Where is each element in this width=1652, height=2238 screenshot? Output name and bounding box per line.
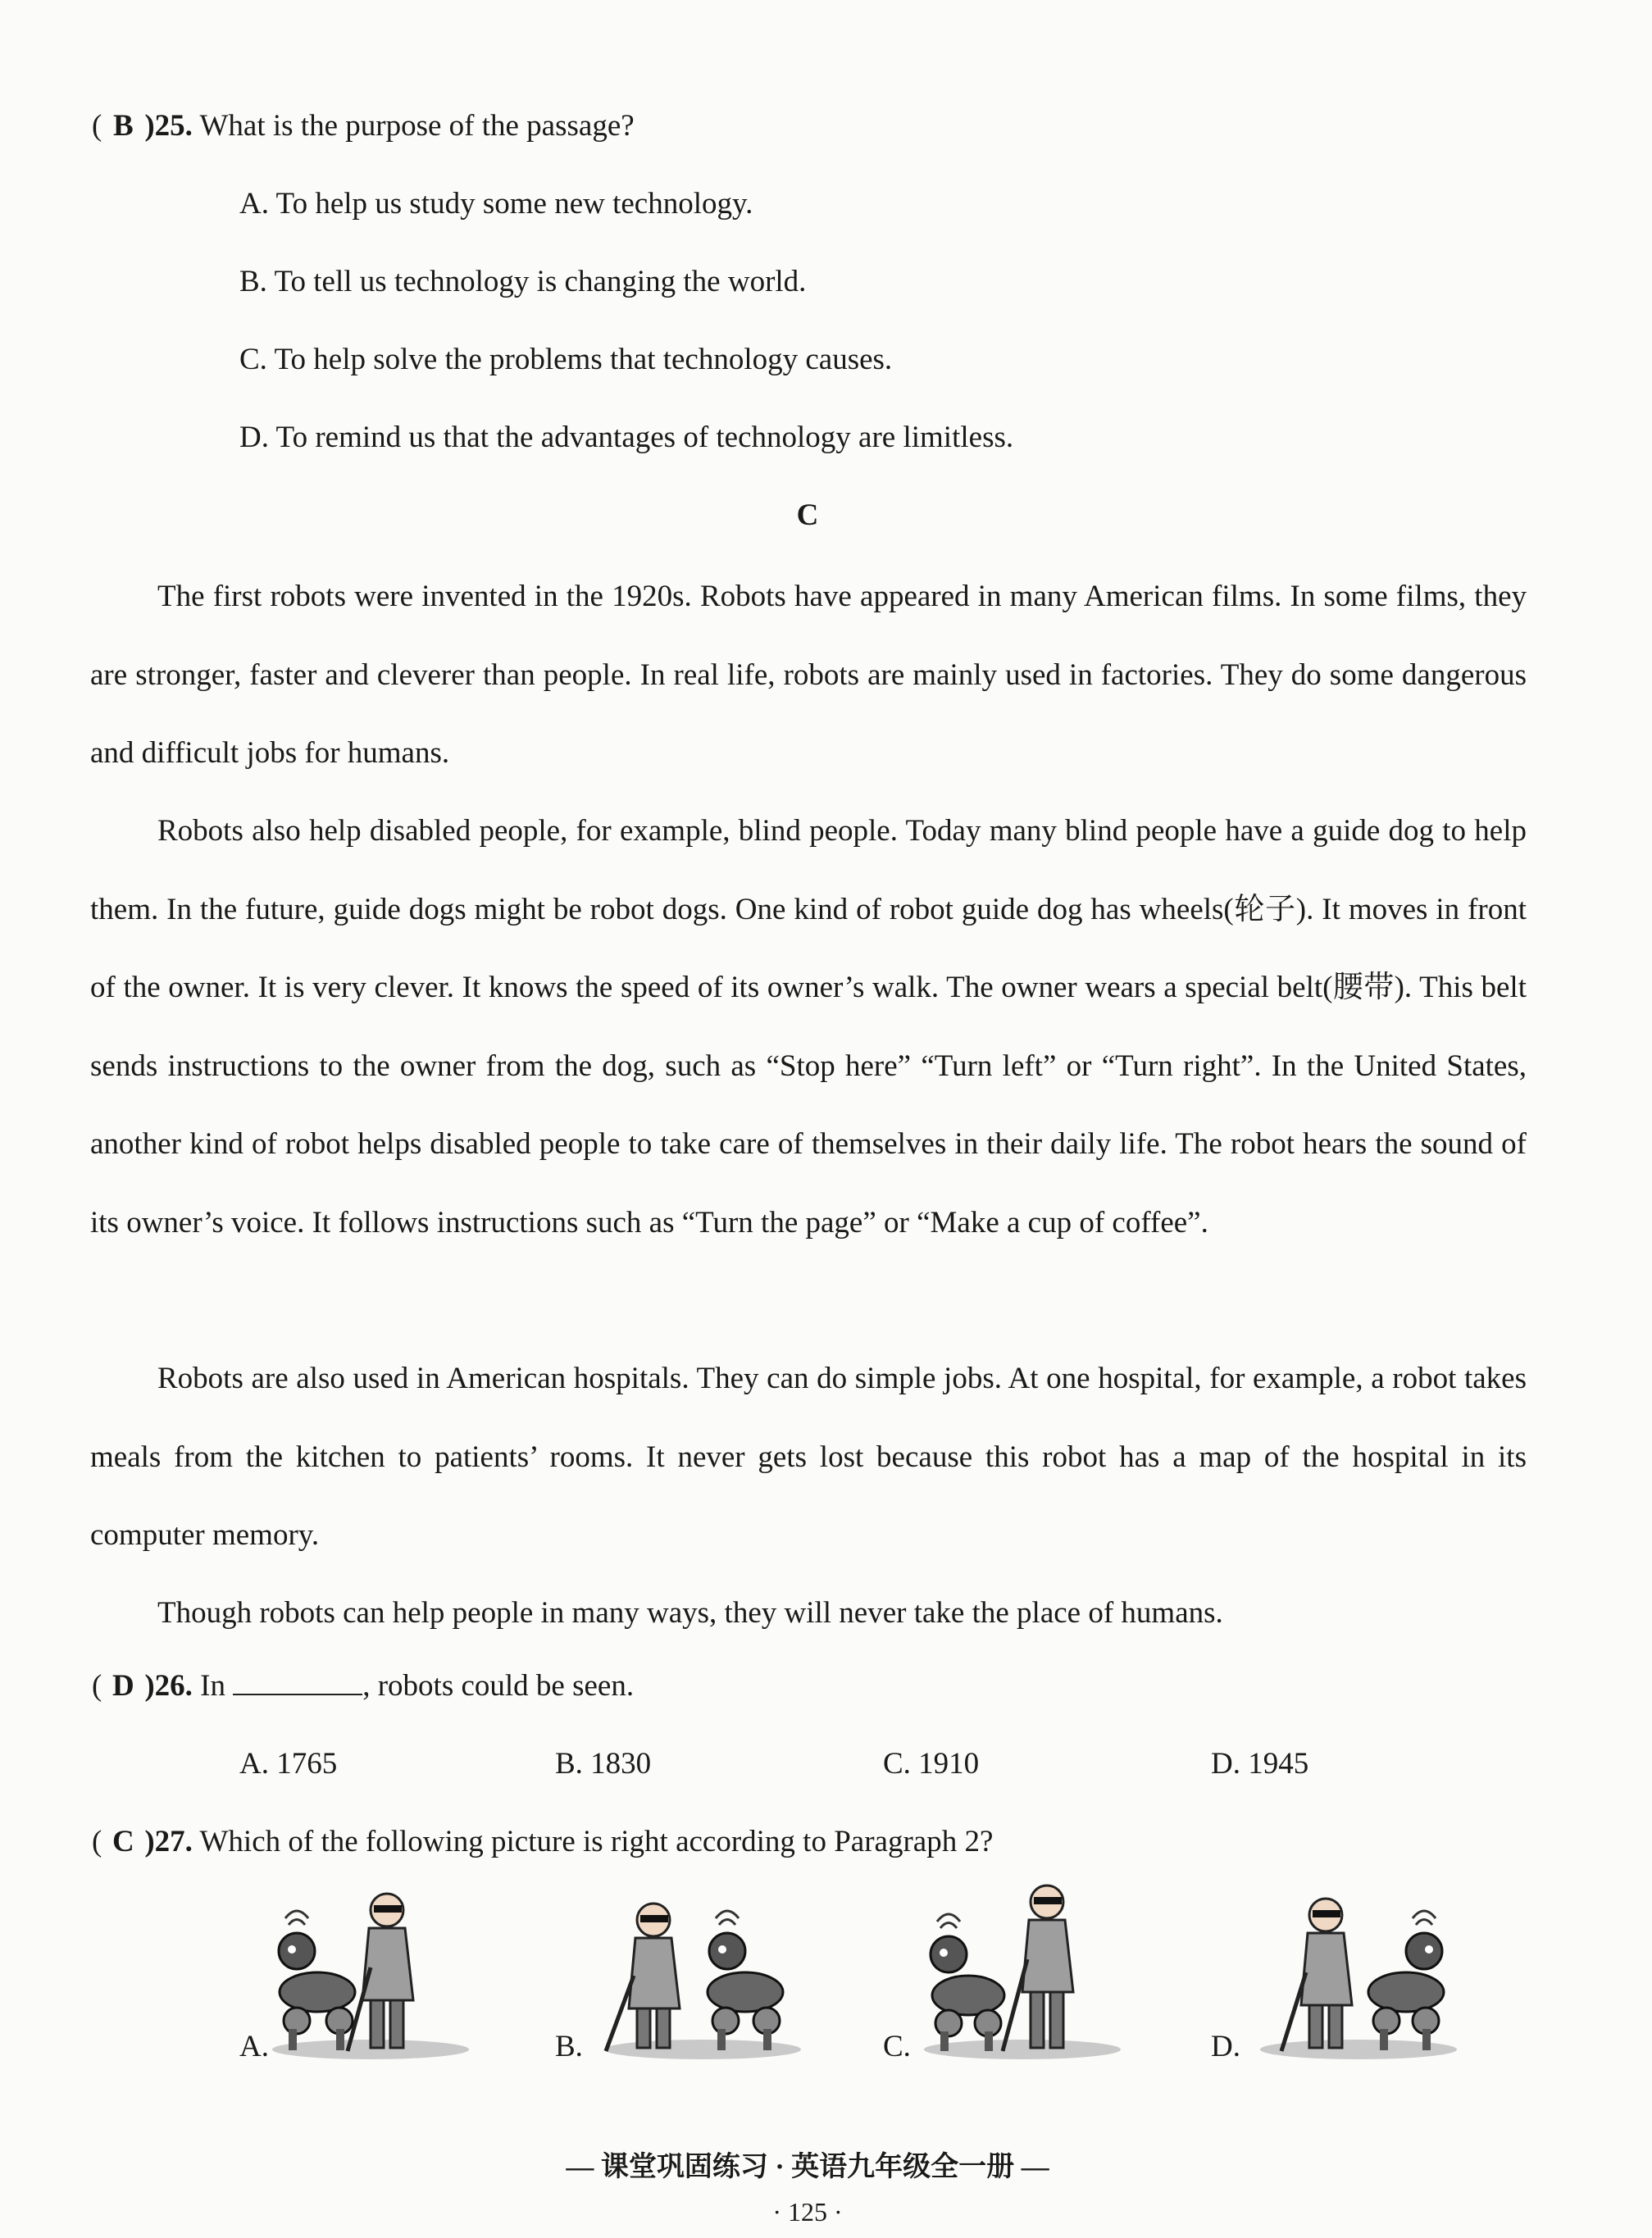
q26-option-b: B. 1830 [555, 1747, 652, 1781]
q26-option-c: C. 1910 [883, 1747, 980, 1781]
blind-man-and-robot-dog-illustration [555, 1877, 834, 2074]
question-number-27: )27. [144, 1825, 193, 1858]
answer-27: C [111, 1825, 134, 1858]
q27-option-b-label: B. [555, 2030, 583, 2063]
q27-option-c-label: C. [883, 2030, 911, 2063]
question-text-26-after: , robots could be seen. [362, 1669, 635, 1703]
question-text-27: Which of the following picture is right according to Paragraph 2? [199, 1825, 994, 1858]
robot-dog-leading-blind-man-illustration [883, 1877, 1162, 2074]
question-text-26-before: In [200, 1669, 225, 1703]
answer-26: D [111, 1669, 134, 1703]
q27-picture-option-b [555, 1877, 834, 2074]
page-number: · 125 · [772, 2197, 843, 2227]
page-footer-title: — 课堂巩固练习 · 英语九年级全一册 — [566, 2152, 1049, 2182]
section-title: C [796, 498, 819, 532]
blind-man-followed-by-robot-dog-illustration [1211, 1877, 1490, 2074]
question-25: ( B )25. What is the purpose of the passage? [92, 109, 635, 143]
q26-option-d: D. 1945 [1211, 1747, 1309, 1781]
question-text-25: What is the purpose of the passage? [199, 109, 635, 143]
q26-option-a: A. 1765 [239, 1747, 338, 1781]
question-26: ( D )26. In , robots could be seen. [92, 1669, 635, 1703]
answer-blank [233, 1669, 362, 1695]
q27-option-a-label: A. [239, 2030, 269, 2063]
passage-paragraph-2: Robots also help disabled people, for example, blind people. Today many blind people have a guide dog to help them. In the future, guide dogs might be robot dogs. One kind of robot guide dog has wheels(轮子). It moves in front of the owner. It is very clever. It knows the speed of its owner’s walk. The owner wears a special belt(腰带). This belt sends instructions to the owner from the dog, such as “Stop here” “Turn left” or “Turn right”. In the United States, another kind of robot helps disabled people to take care of themselves in their daily life. The robot hears the sound of its owner’s voice. It follows instructions such as “Turn the page” or “Make a cup of coffee”. [90, 814, 1527, 1240]
passage-paragraph-1: The first robots were invented in the 1920s. Robots have appeared in many American films. In some films, they are stronger, faster and cleverer than people. In real life, robots are mainly used in factories. They do some dangerous and difficult jobs for humans. [90, 580, 1527, 770]
q27-option-d-label: D. [1211, 2030, 1240, 2063]
q27-picture-option-c [883, 1877, 1162, 2074]
robot-dog-and-blind-man-illustration [239, 1877, 518, 2074]
passage-paragraph-3: Robots are also used in American hospitals. They can do simple jobs. At one hospital, for example, a robot takes meals from the kitchen to patients’ rooms. It never gets lost because this robot has a map of the hospital in its computer memory. [90, 1362, 1527, 1552]
q25-option-d: D. To remind us that the advantages of technology are limitless. [239, 421, 1014, 454]
q25-option-b: B. To tell us technology is changing the world. [239, 265, 807, 298]
answer-25: B [112, 109, 134, 143]
passage-paragraph-4: Though robots can help people in many ways, they will never take the place of humans. [157, 1596, 1223, 1630]
q25-option-c: C. To help solve the problems that technology causes. [239, 343, 893, 376]
question-27: ( C )27. Which of the following picture is right according to Paragraph 2? [92, 1825, 994, 1858]
question-number-25: )25. [144, 109, 193, 143]
question-number-26: )26. [144, 1669, 193, 1703]
q27-picture-option-d [1211, 1877, 1490, 2074]
q27-picture-option-a [239, 1877, 518, 2074]
q25-option-a: A. To help us study some new technology. [239, 187, 753, 221]
